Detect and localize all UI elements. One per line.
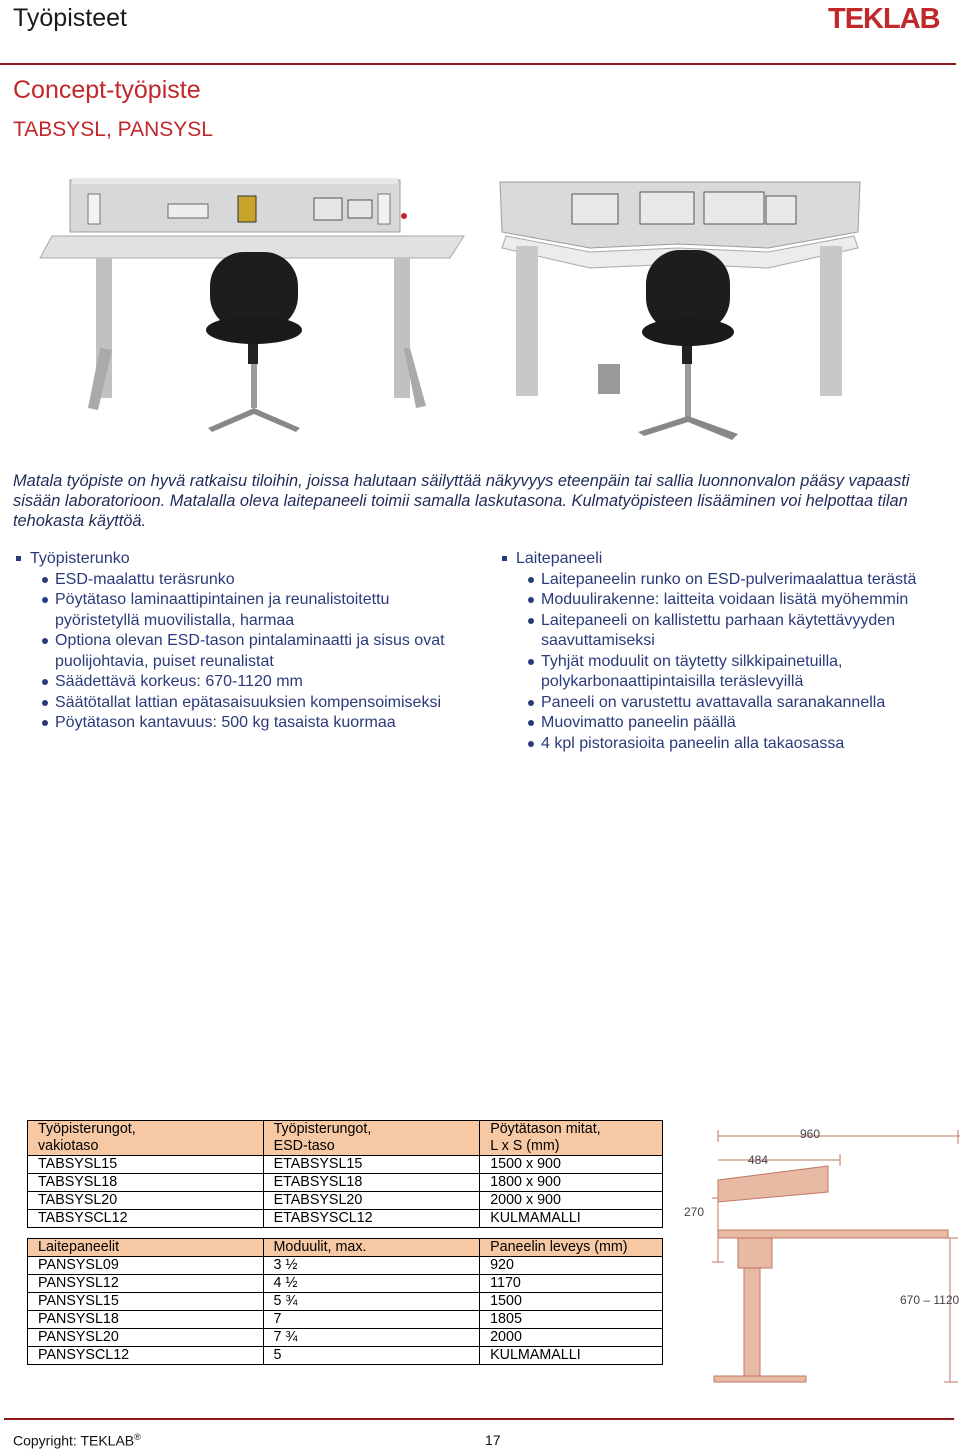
table-cell: 2000 (480, 1329, 663, 1347)
section-subheading: TABSYSL, PANSYSL (13, 118, 213, 141)
table-cell: 1500 x 900 (480, 1156, 663, 1174)
frame-features (16, 549, 476, 734)
table-cell: PANSYSL20 (28, 1329, 264, 1347)
list-item: Paneeli on varustettu avattavalla saranakannella (528, 693, 952, 714)
page-number: 17 (485, 1432, 501, 1448)
table-cell: KULMAMALLI (480, 1210, 663, 1228)
list-item: 4 kpl pistorasioita paneelin alla takaosassa (528, 734, 952, 755)
footer-divider (4, 1418, 954, 1420)
table-cell: KULMAMALLI (480, 1347, 663, 1365)
list-item: Optiona olevan ESD-tason pintalaminaatti ja sisus ovat puolijohtavia, puiset reunalistat (42, 631, 476, 672)
intro-paragraph: Matala työpiste on hyvä ratkaisu tiloihin, joissa halutaan säilyttää näkyvyys eteenpäin tai sallia luonnonvalon pääsy vapaasti sisään laboratorioon. Matalalla oleva laitepaneeli toimii samalla laskutasona. Kulmatyöpisteen lisääminen voi helpottaa tilan tehokasta käyttöä. (13, 472, 910, 530)
table-cell: TABSYSCL12 (28, 1210, 264, 1228)
table-cell: 1800 x 900 (480, 1174, 663, 1192)
page-title: Työpisteet (13, 4, 127, 32)
table-cell: ETABSYSL15 (263, 1156, 480, 1174)
list-item: Muovimatto paneelin päällä (528, 713, 952, 734)
frames-table (27, 1120, 663, 1228)
frame-features-list (16, 570, 476, 734)
table-header-cell: Työpisterungot, ESD-taso (263, 1121, 480, 1156)
list-item: Pöytätaso laminaattipintainen ja reunalistoitettu pyöristetyllä muovilistalla, harmaa (42, 590, 476, 631)
table-cell: 7 ¾ (263, 1329, 480, 1347)
table-cell: PANSYSL09 (28, 1257, 264, 1275)
dim-panel-label: 270 (684, 1205, 705, 1219)
table-row (28, 1347, 663, 1365)
workstation-photo (38, 178, 468, 440)
table-cell: PANSYSL18 (28, 1311, 264, 1329)
table-header-cell: Laitepaneelit (28, 1239, 264, 1257)
table-row (28, 1329, 663, 1347)
corner-workstation-photo (498, 178, 862, 450)
panel-features-heading: Laitepaneeli (502, 549, 952, 570)
table-header-row (28, 1121, 663, 1156)
table-cell: ETABSYSL18 (263, 1174, 480, 1192)
logo-text: TEKLAB (828, 3, 940, 32)
table-cell: 3 ½ (263, 1257, 480, 1275)
dim-depth-label: 484 (748, 1153, 769, 1167)
table-cell: PANSYSCL12 (28, 1347, 264, 1365)
table-cell: TABSYSL20 (28, 1192, 264, 1210)
table-cell: 1805 (480, 1311, 663, 1329)
table-cell: 7 (263, 1311, 480, 1329)
table-header-cell: Pöytätason mitat, L x S (mm) (480, 1121, 663, 1156)
table-header-cell: Työpisterungot, vakiotaso (28, 1121, 264, 1156)
list-item: Laitepaneelin runko on ESD-pulverimaalattua terästä (528, 570, 952, 591)
list-item: Moduulirakenne: laitteita voidaan lisätä myöhemmin (528, 590, 952, 611)
list-item: Pöytätason kantavuus: 500 kg tasaista kuormaa (42, 713, 476, 734)
table-row (28, 1210, 663, 1228)
list-item: Säädettävä korkeus: 670-1120 mm (42, 672, 476, 693)
table-cell: TABSYSL15 (28, 1156, 264, 1174)
table-cell: TABSYSL18 (28, 1174, 264, 1192)
table-cell: ETABSYSCL12 (263, 1210, 480, 1228)
section-heading: Concept-työpiste (13, 76, 201, 104)
table-row (28, 1192, 663, 1210)
dim-height-label: 670 – 1120 (900, 1293, 960, 1307)
table-header-cell: Paneelin leveys (mm) (480, 1239, 663, 1257)
table-row (28, 1174, 663, 1192)
dimension-drawing (680, 1122, 960, 1388)
header-divider (0, 63, 956, 65)
list-item: Tyhjät moduulit on täytetty silkkipainetuilla, polykarbonaattipintaisilla teräslevyillä (528, 652, 952, 693)
table-header-row (28, 1239, 663, 1257)
list-item: ESD-maalattu teräsrunko (42, 570, 476, 591)
table-cell: PANSYSL15 (28, 1293, 264, 1311)
list-item: Laitepaneeli on kallistettu parhaan käytettävyyden saavuttamiseksi (528, 611, 952, 652)
panels-table (27, 1238, 663, 1365)
table-cell: 5 (263, 1347, 480, 1365)
table-cell: 4 ½ (263, 1275, 480, 1293)
table-row (28, 1311, 663, 1329)
table-cell: 1170 (480, 1275, 663, 1293)
panel-features (502, 549, 952, 754)
table-row (28, 1257, 663, 1275)
table-cell: ETABSYSL20 (263, 1192, 480, 1210)
footer-copyright: Copyright: TEKLAB® (13, 1432, 141, 1449)
table-row (28, 1275, 663, 1293)
frame-features-heading: Työpisterunko (16, 549, 476, 570)
dim-width-label: 960 (800, 1127, 821, 1141)
table-header-cell: Moduulit, max. (263, 1239, 480, 1257)
table-row (28, 1293, 663, 1311)
table-row (28, 1156, 663, 1174)
table-cell: PANSYSL12 (28, 1275, 264, 1293)
table-cell: 1500 (480, 1293, 663, 1311)
list-item: Säätötallat lattian epätasaisuuksien kompensoimiseksi (42, 693, 476, 714)
teklab-logo (828, 2, 954, 32)
table-cell: 5 ¾ (263, 1293, 480, 1311)
table-cell: 920 (480, 1257, 663, 1275)
table-cell: 2000 x 900 (480, 1192, 663, 1210)
panel-features-list (502, 570, 952, 755)
